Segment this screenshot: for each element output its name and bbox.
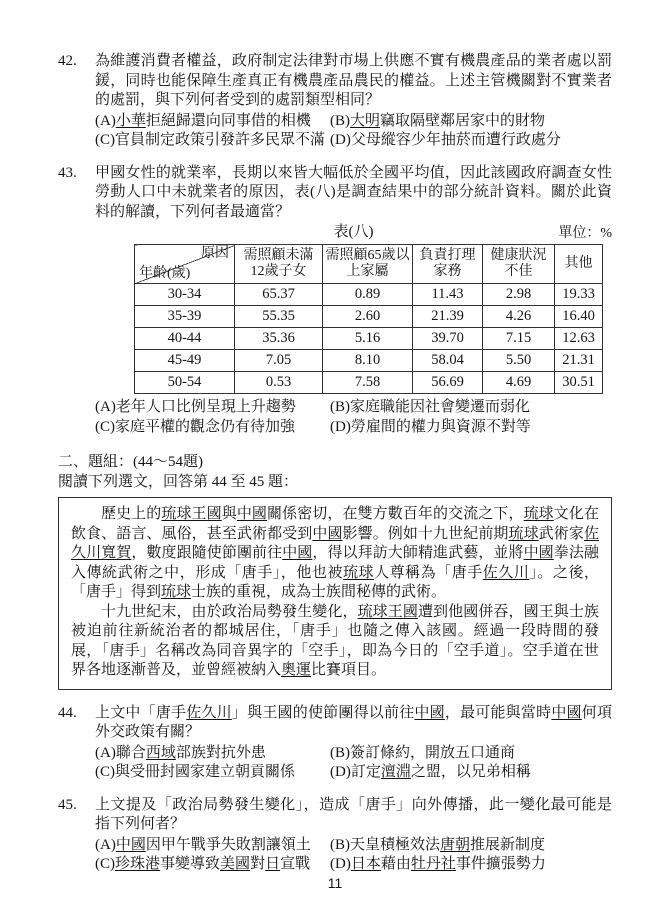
option-text: 家庭平權的觀念仍有待加強 [115,418,296,435]
value-cell: 21.31 [555,350,603,372]
value-cell: 11.43 [413,284,483,306]
option-label: (C) [95,856,115,872]
section-heading: 二、題組：(44～54題) [58,454,203,470]
value-cell: 8.10 [323,350,413,372]
table-row [135,306,603,328]
table-area [95,223,612,394]
value-cell: 19.33 [555,284,603,306]
age-cell: 35-39 [135,306,235,328]
option-text: 官員制定政策引發許多民眾不滿 [115,132,326,148]
question-body [95,796,612,875]
question-body [95,164,612,438]
value-cell: 7.15 [483,328,555,350]
column-header: 健康狀況不佳 [483,245,555,284]
option-label: (A) [95,744,116,761]
value-cell: 4.69 [483,372,555,394]
option-label: (A) [95,399,116,415]
table-8 [134,244,603,394]
option-d [330,418,612,438]
age-cell: 50-54 [135,372,235,394]
option-label: (B) [330,112,350,129]
passage-paragraph-2: 十九世紀末，由於政治局勢發生變化，琉球王國遭到他國併吞，國王與士族被迫前往新統治者的都城居住，「唐手」也隨之傳入該國。經過一段時間的發展，「唐手」名稱改為同音異字的「空手」，即為今日的「空手道」。空手道在世界各地逐漸普及，並曾經被納入奧運比賽項目。 [71,603,599,678]
option-c [95,855,330,875]
option-label: (D) [330,764,351,780]
option-label: (C) [95,764,115,780]
question-number: 42. [58,53,77,69]
table-title-row [95,223,612,242]
question-stem: 為維護消費者權益，政府制定法律對市場上供應不實有機農產品的業者處以罰鍰，同時也能保障生產真正有機農產品農民的權益。上述主管機關對不實業者的處罰，與下列何者受到的處罰類型相同？ [95,53,612,108]
option-label: (B) [330,836,350,853]
value-cell: 2.98 [483,284,555,306]
value-cell: 56.69 [413,372,483,394]
option-a [95,744,330,764]
table-row [135,372,603,394]
value-cell: 12.63 [555,328,603,350]
question-stem: 甲國女性的就業率，長期以來皆大幅低於全國平均值，因此該國政府調查女性勞動人口中未就業者的原因，表(八)是調查結果中的部分統計資料。關於此資料的解讀，下列何者最適當？ [95,164,612,220]
value-cell: 5.16 [323,328,413,350]
options-grid [95,398,612,437]
option-text: 老年人口比例呈現上升趨勢 [115,399,296,415]
option-d [330,855,612,875]
option-text: 與受冊封國家建立朝貢關係 [115,764,296,780]
value-cell: 0.89 [323,284,413,306]
option-label: (C) [95,418,115,435]
option-a [95,836,330,856]
option-text: 簽訂條約，開放五口通商 [350,744,516,761]
option-text: 家庭職能因社會變遷而弱化 [350,399,531,415]
question-43 [58,164,612,438]
value-cell: 4.26 [483,306,555,328]
option-label: (A) [95,836,116,853]
options-grid [95,744,612,783]
option-text: 珍珠港事變導致美國對日宣戰 [115,856,311,872]
option-text: 中國因甲午戰爭失敗割讓領土 [115,836,311,853]
option-b [330,398,612,418]
value-cell: 5.50 [483,350,555,372]
value-cell: 7.58 [323,372,413,394]
table-corner-cell [135,245,235,284]
age-cell: 30-34 [135,284,235,306]
option-label: (A) [95,112,116,129]
value-cell: 0.53 [235,372,323,394]
option-text: 父母縱容少年抽菸而遭行政處分 [350,132,561,148]
question-number: 45. [58,796,77,813]
question-stem: 上文中「唐手佐久川」與王國的使節團得以前往中國，最可能與當時中國何項外交政策有關？ [95,704,612,740]
value-cell: 7.05 [235,350,323,372]
value-cell: 30.51 [555,372,603,394]
table-title: 表(八) [333,224,374,240]
option-label: (B) [330,399,350,415]
table-row [135,350,603,372]
value-cell: 35.36 [235,328,323,350]
column-header: 需照顧未滿12歲子女 [235,245,323,284]
age-cell: 40-44 [135,328,235,350]
question-body [95,704,612,783]
option-c [95,763,330,783]
value-cell: 16.40 [555,306,603,328]
column-header: 其他 [555,245,603,284]
option-a [95,398,330,418]
question-44 [58,704,612,783]
page-number: 11 [327,874,343,891]
question-number: 43. [58,164,77,181]
option-d [330,763,612,783]
age-cell: 45-49 [135,350,235,372]
question-42 [58,52,612,151]
column-header: 需照顧65歲以上家屬 [323,245,413,284]
option-c [95,418,330,438]
option-b [330,836,612,856]
option-text: 小華拒絕歸還向同事借的相機 [115,112,311,129]
corner-label-age: 年齡(歲) [139,266,191,281]
option-text: 日本藉由牡丹社事件擴張勢力 [350,856,546,872]
value-cell: 39.70 [413,328,483,350]
option-b [330,744,612,764]
table-unit: 單位：% [558,226,612,241]
corner-label-cause: 原因 [201,246,229,261]
question-number: 44. [58,704,77,721]
section-instruction: 閱讀下列選文，回答第 44 至 45 題： [58,473,299,490]
question-body [95,52,612,151]
option-b [330,112,612,132]
passage-paragraph-1: 歷史上的琉球王國與中國關係密切，在雙方數百年的交流之下，琉球文化在飲食、語言、風俗，甚至武術都受到中國影響。例如十九世紀前期琉球武術家佐久川寬賀，數度跟隨使節團前往中國，得以拜訪大師精進武藝，並將中國拳法融入傳統武術之中，形成「唐手」，他也被琉球人尊稱為「唐手佐久川」。之後，「唐手」得到琉球士族的重視，成為士族間秘傳的武術。 [71,506,599,600]
option-c [95,131,330,151]
table-row [135,328,603,350]
reading-passage-box [58,497,612,690]
table-row [135,284,603,306]
value-cell: 55.35 [235,306,323,328]
column-header: 負責打理家務 [413,245,483,284]
question-stem: 上文提及「政治局勢發生變化」，造成「唐手」向外傳播，此一變化最可能是指下列何者？ [95,796,612,832]
option-text: 訂定澶淵之盟，以兄弟相稱 [350,764,531,780]
options-grid [95,836,612,875]
value-cell: 65.37 [235,284,323,306]
section-block [58,453,612,690]
value-cell: 58.04 [413,350,483,372]
option-label: (B) [330,744,350,761]
option-text: 天皇積極效法唐朝推展新制度 [350,836,546,853]
table-header-row [135,245,603,284]
option-text: 聯合西域部族對抗外患 [115,744,266,761]
option-label: (D) [330,418,351,435]
options-grid [95,112,612,151]
option-label: (D) [330,132,351,148]
option-text: 大明竊取隔壁鄰居家中的財物 [350,112,546,129]
question-45 [58,796,612,875]
value-cell: 21.39 [413,306,483,328]
value-cell: 2.60 [323,306,413,328]
option-label: (C) [95,132,115,148]
option-label: (D) [330,856,351,872]
option-text: 勞雇間的權力與資源不對等 [350,418,531,435]
option-d [330,131,612,151]
option-a [95,112,330,132]
